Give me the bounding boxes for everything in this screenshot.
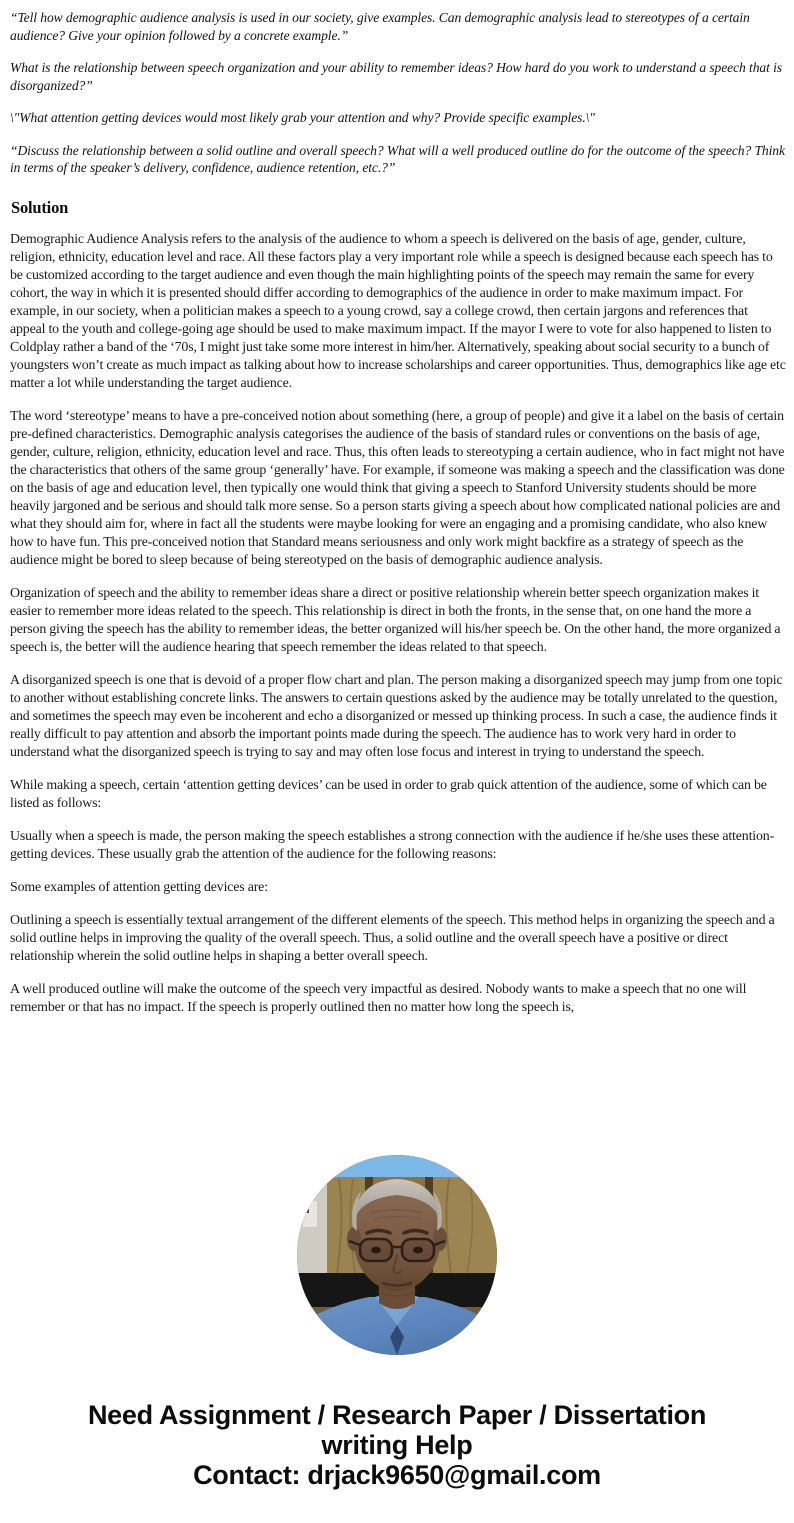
- questions-block: [10, 9, 786, 177]
- question-text: What is the relationship between speech organization and your ability to remember ideas? How hard do you work to understand a speech that is disorganized?”: [10, 60, 782, 93]
- footer-line-help: writing Help: [321, 1430, 473, 1460]
- question-text: “Tell how demographic audience analysis is used in our society, give examples. Can demographic analysis lead to stereotypes of a certain audience? Give your opinion followed by a concrete example.”: [10, 10, 750, 43]
- footer-line-service: Need Assignment / Research Paper / Dissertation: [87, 1400, 707, 1430]
- solution-paragraph: Demographic Audience Analysis refers to the analysis of the audience to whom a speech is delivered on the basis of age, gender, culture, religion, ethnicity, education level and race. All these factors play a very important role while a speech is designed because each speech has to be customized according to the target audience and even though the main highlighting points of the speech may remain the same for every cohort, the way in which it is presented should differ according to demographics of the audience in order to make maximum impact. For example, in our society, when a politician makes a speech to a young crowd, say a college crowd, then certain jargons and references that appeal to the youth and college-going age should be used to make maximum impact. If the mayor I were to vote for also happened to listen to Coldplay rather a band of the ‘70s, I might just take some more interest in him/her. Alternatively, speaking about social security to a bunch of youngsters won’t create as much impact as talking about how to increase scholarships and career opportunities. Thus, demographics like age etc matter a lot while understanding the target audience.: [10, 231, 786, 391]
- solution-paragraph: Usually when a speech is made, the person making the speech establishes a strong connection with the audience if he/she uses these attention-getting devices. These usually grab the attention of the audience for the following reasons:: [10, 828, 775, 862]
- footer-line-contact: Contact: drjack9650@gmail.com: [193, 1460, 601, 1490]
- avatar-circle: [297, 1155, 497, 1355]
- solution-heading: Solution: [11, 197, 69, 217]
- avatar-photo-icon: [297, 1155, 497, 1355]
- avatar: [297, 1155, 497, 1355]
- solution-paragraph: Outlining a speech is essentially textual arrangement of the different elements of the speech. This method helps in organizing the speech and a solid outline helps in improving the quality of the overall speech. Thus, a solid outline and the overall speech have a positive or direct relationship wherein the solid outline helps in shaping a better overall speech.: [10, 912, 775, 964]
- question-text: “Discuss the relationship between a solid outline and overall speech? What will a well produced outline do for the outcome of the speech? Think in terms of the speaker’s delivery, confidence, audience retention, etc.?”: [10, 142, 785, 175]
- solution-paragraph: Some examples of attention getting devices are:: [10, 879, 268, 895]
- question-text: \"What attention getting devices would most likely grab your attention and why? Provide specific examples.\": [10, 110, 595, 125]
- solution-paragraph: Organization of speech and the ability to remember ideas share a direct or positive relationship wherein better speech organization makes it easier to remember more ideas related to the speech. This relationship is direct in both the fronts, in the sense that, on one hand the more a person giving the speech has the ability to remember ideas, the better organized will his/her speech be. On the other hand, the more organized a speech is, the better will the audience hearing that speech remember the ideas related to that speech.: [10, 585, 781, 655]
- contact-footer: [0, 1400, 794, 1490]
- solution-paragraph: A disorganized speech is one that is devoid of a proper flow chart and plan. The person making a disorganized speech may jump from one topic to another without establishing concrete links. The answers to certain questions asked by the audience may be totally unrelated to the question, and sometimes the speech may even be incoherent and echo a disorganized or messed up thinking process. In such a case, the audience finds it really difficult to pay attention and absorb the important points made during the speech. The audience has to work very hard in order to understand what the disorganized speech is trying to say and may often lose focus and interest in trying to understand the speech.: [10, 672, 783, 760]
- solution-paragraph: While making a speech, certain ‘attention getting devices’ can be used in order to grab quick attention of the audience, some of which can be listed as follows:: [10, 777, 767, 811]
- solution-paragraph-truncated: A well produced outline will make the outcome of the speech very impactful as desired. Nobody wants to make a speech that no one will remember or that has no impact. If the speech is properly outlined then no matter how long the speech is,: [10, 981, 747, 1015]
- solution-body: [10, 231, 786, 1017]
- solution-paragraph: The word ‘stereotype’ means to have a pre-conceived notion about something (here, a group of people) and give it a label on the basis of certain pre-defined characteristics. Demographic analysis categorises the audience of the basis of standard rules or conventions on the basis of age, gender, culture, religion, ethnicity, education level and race. Thus, this often leads to stereotyping a certain audience, who in fact might not have the characteristics that others of the same group ‘generally’ have. For example, if someone was making a speech and the classification was done on the basis of age and education level, then typically one would think that giving a speech to Stanford University students should be more heavily jargoned and be serious and should talk more sense. So a person starts giving a speech about how complicated national policies are and what they should aim for, where in fact all the students were maybe looking for were an engaging and a promising candidate, who also knew how to have fun. This pre-conceived notion that Standard means seriousness and only work might backfire as a strategy of speech as the audience might be bored to sleep because of being stereotyped on the basis of demographic audience analysis.: [10, 408, 785, 568]
